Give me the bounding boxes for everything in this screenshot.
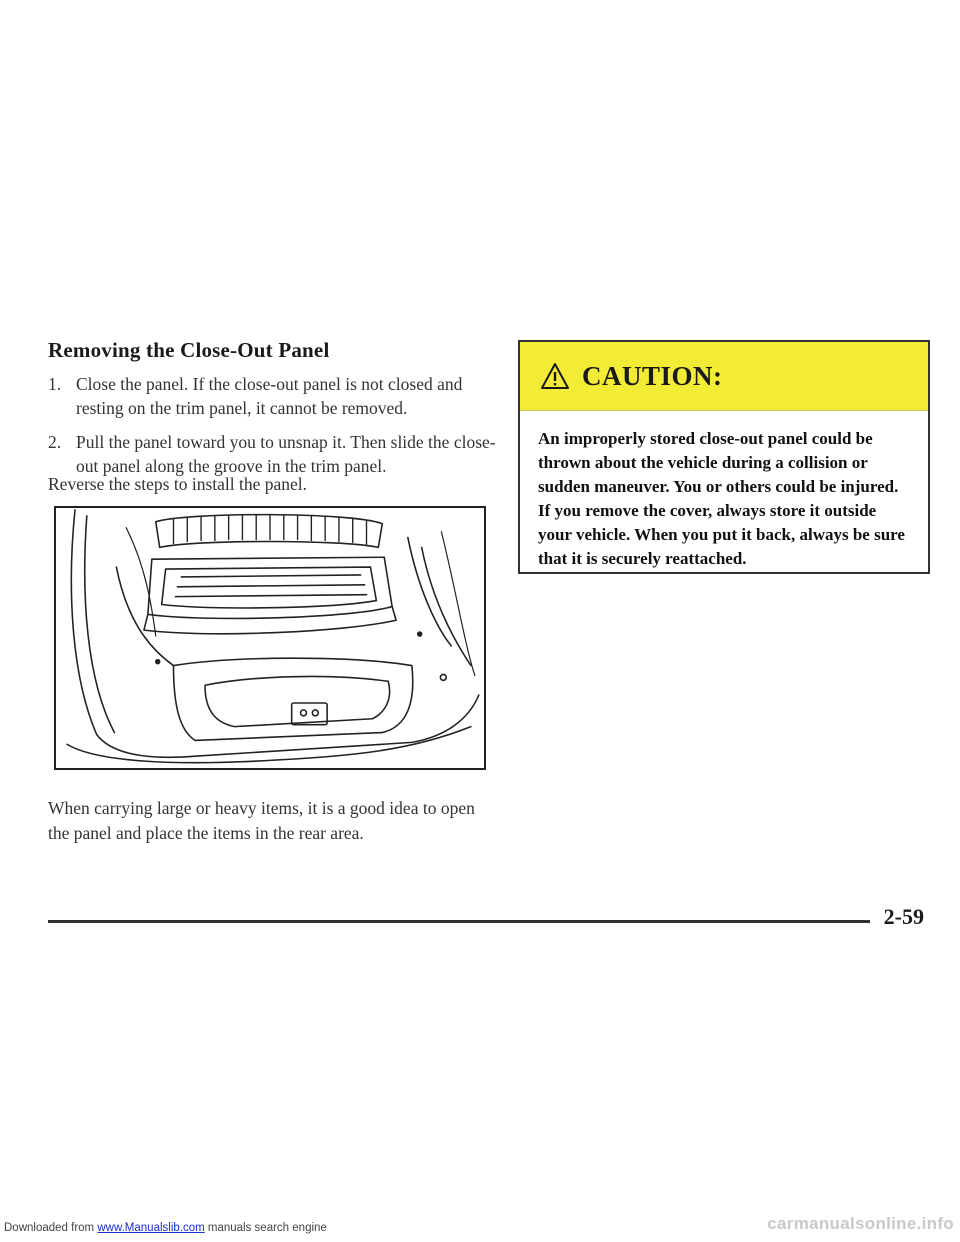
step-text: Pull the panel toward you to unsnap it. Then slide the close-out panel along the groove in the trim panel. [76,432,496,476]
page-number: 2-59 [883,904,924,929]
footer-rule [48,920,870,923]
carry-note: When carrying large or heavy items, it is a good idea to open the panel and place the items in the rear area. [48,798,475,843]
steps-list [48,372,498,488]
warning-triangle-icon [540,362,570,390]
caution-text: An improperly stored close-out panel could be thrown about the vehicle during a collision or sudden maneuver. You or others could be injured. If you remove the cover, always store it outside your vehicle. When you put it back, always be sure that it is securely reattached. [538,429,905,568]
step-item [48,372,498,420]
trunk-illustration [54,506,486,770]
step-text: Close the panel. If the close-out panel is not closed and resting on the trim panel, it cannot be removed. [76,374,463,418]
step-number: 1. [48,374,62,394]
watermark: carmanualsonline.info [767,1214,954,1233]
caution-title: CAUTION: [582,360,723,391]
reverse-note: Reverse the steps to install the panel. [48,474,308,494]
caution-box [518,340,930,574]
step-number: 2. [48,432,62,452]
section-heading: Removing the Close-Out Panel [48,338,330,362]
caution-header [520,342,928,411]
download-footer [4,1222,327,1234]
step-item [48,430,498,478]
footer-prefix: Downloaded from [4,1222,98,1234]
manualslib-link[interactable]: www.Manualslib.com [97,1222,205,1234]
footer-suffix: manuals search engine [204,1222,327,1234]
